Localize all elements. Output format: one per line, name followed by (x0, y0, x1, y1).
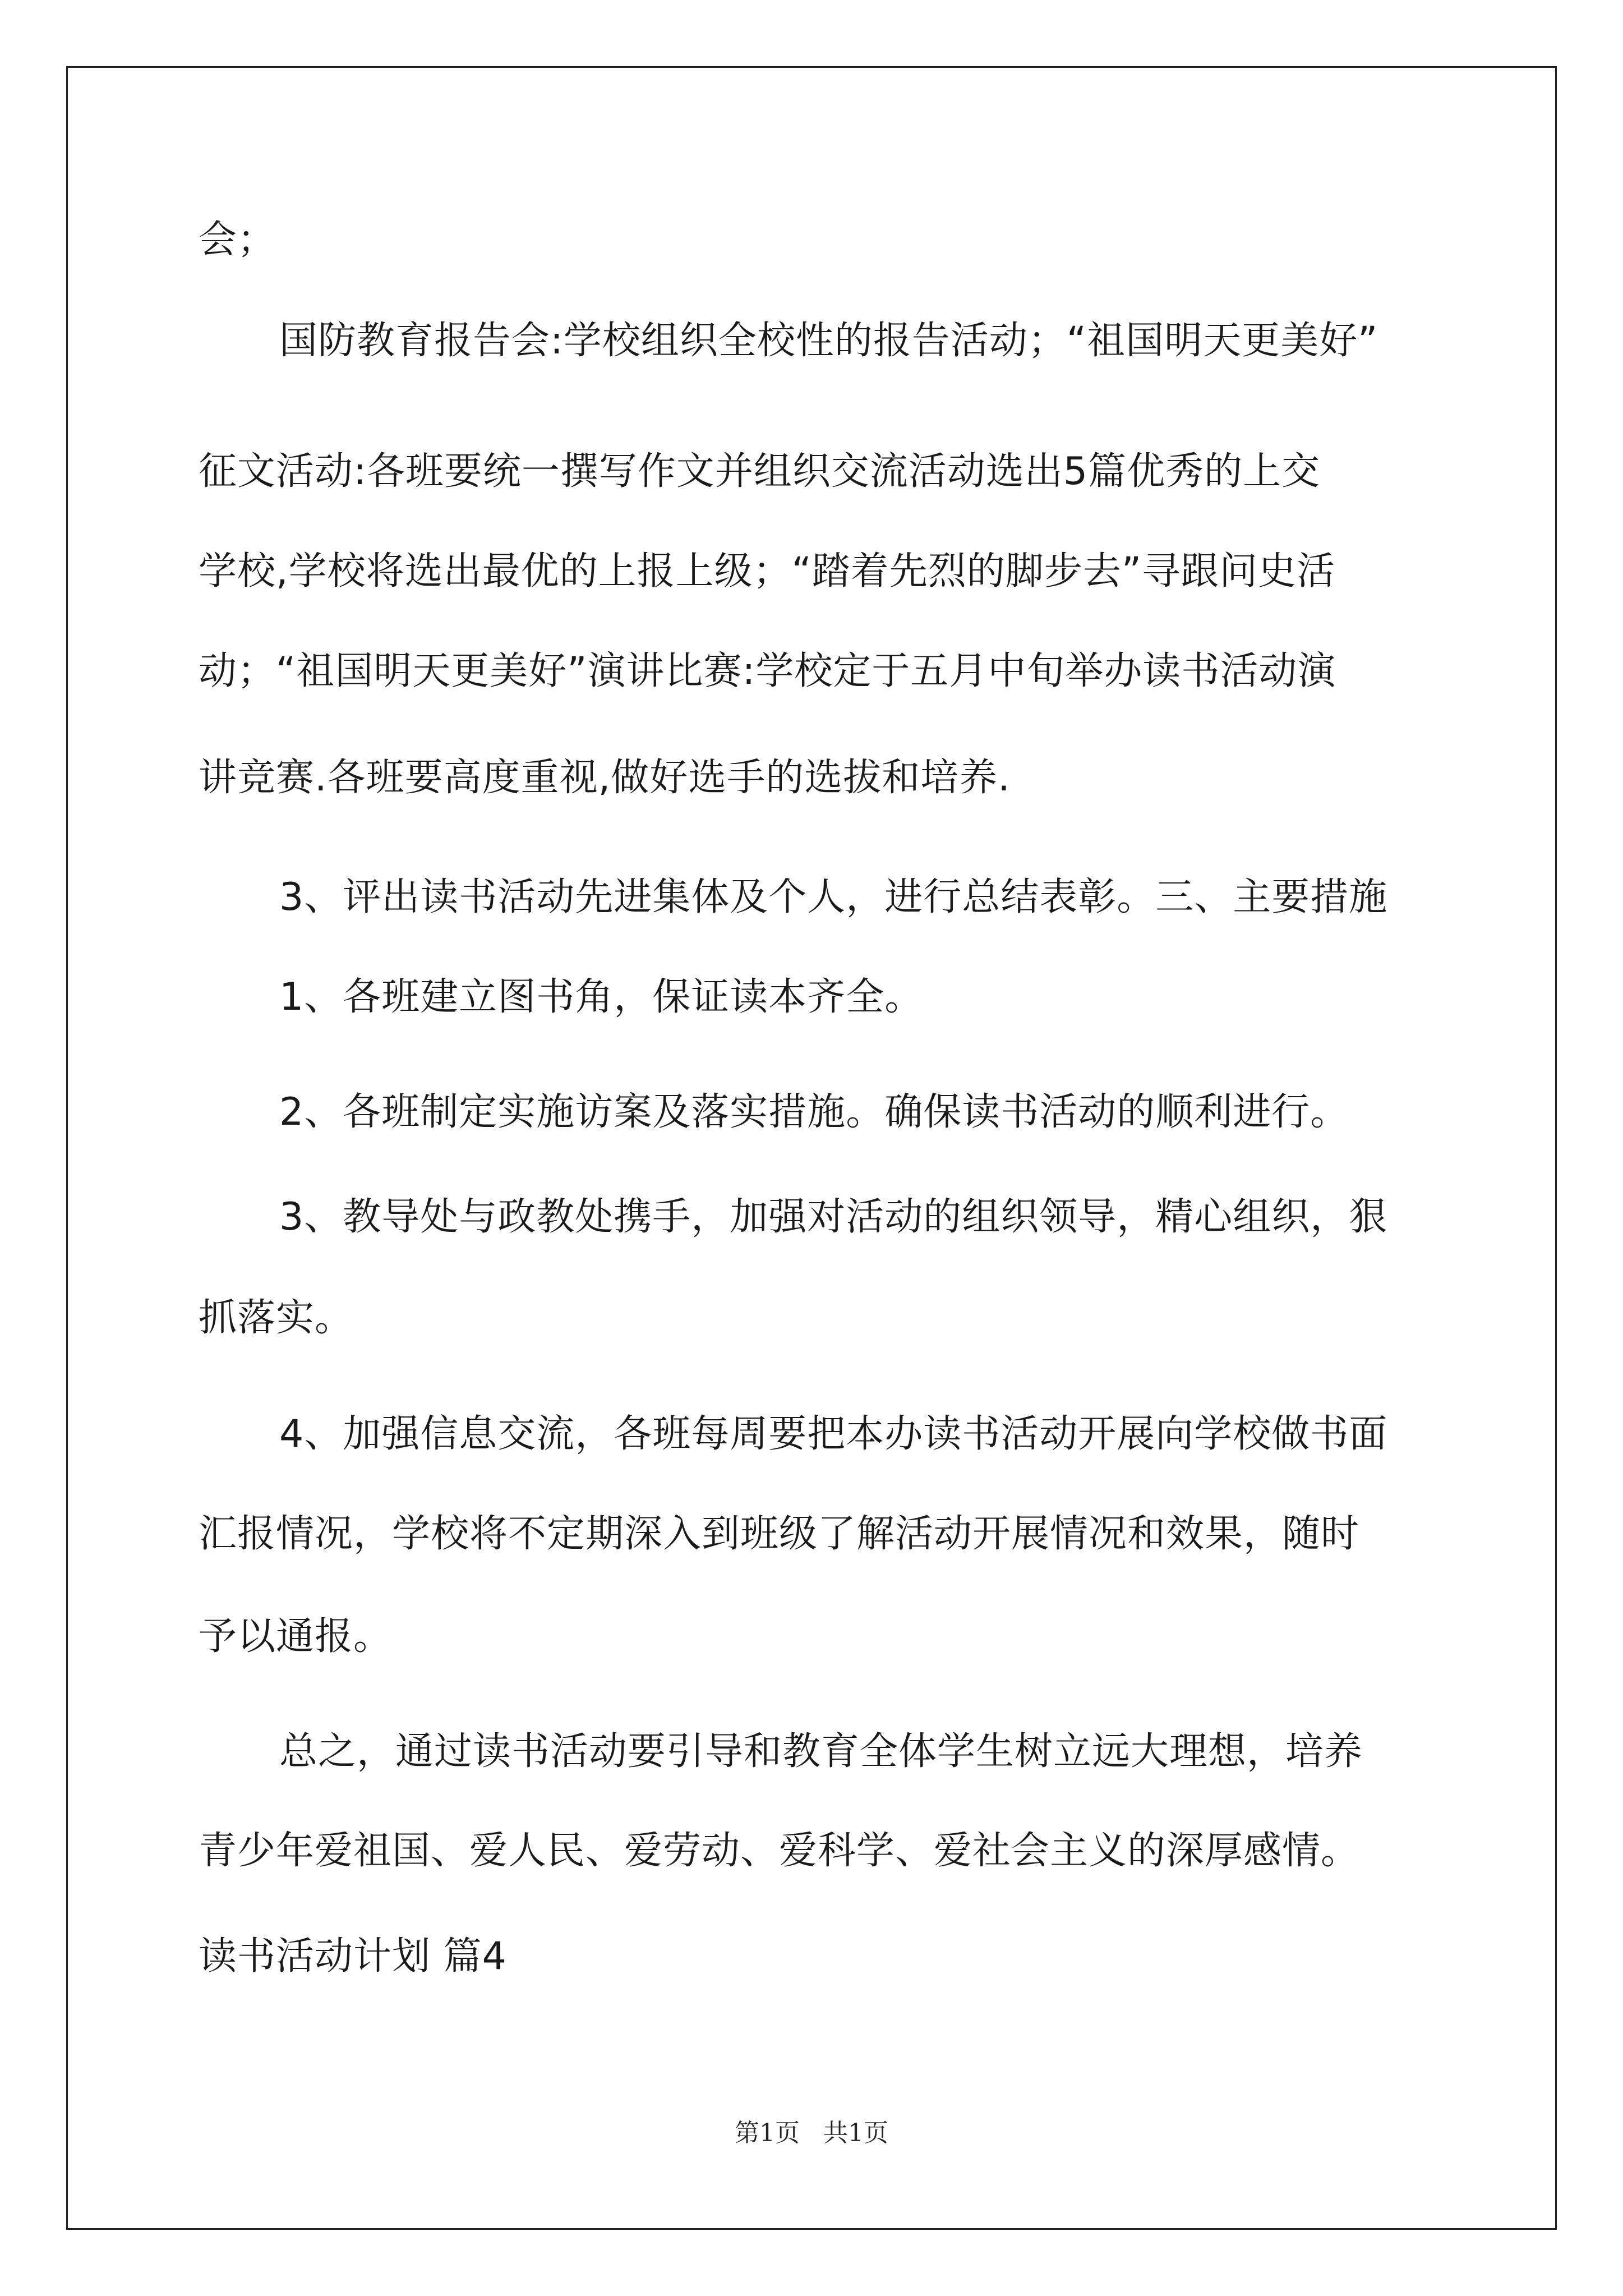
text-line: 学校,学校将选出最优的上报上级；“踏着先烈的脚步去”寻跟问史活 (199, 549, 1336, 593)
text-line: 1、各班建立图书角，保证读本齐全。 (279, 975, 924, 1019)
text-line: 3、评出读书活动先进集体及个人，进行总结表彰。三、主要措施 (279, 875, 1388, 919)
text-line: 会； (199, 218, 276, 262)
page-border (66, 66, 1557, 2230)
text-line: 总之，通过读书活动要引导和教育全体学生树立远大理想，培养 (279, 1729, 1363, 1774)
text-line: 动；“祖国明天更美好”演讲比赛:学校定于五月中旬举办读书活动演 (199, 649, 1336, 693)
section-heading: 读书活动计划 篇4 (199, 1934, 507, 1978)
page-footer: 第1页 共1页 (735, 2119, 888, 2147)
text-line: 国防教育报告会:学校组织全校性的报告活动；“祖国明天更美好” (279, 319, 1378, 363)
text-line: 讲竞赛.各班要高度重视,做好选手的选拔和培养. (199, 756, 1011, 800)
text-line: 3、教导处与政教处携手，加强对活动的组织领导，精心组织，狠 (279, 1195, 1388, 1239)
text-line: 2、各班制定实施访案及落实措施。确保读书活动的顺利进行。 (279, 1090, 1349, 1134)
text-line: 征文活动:各班要统一撰写作文并组织交流活动选出5篇优秀的上交 (199, 449, 1321, 494)
text-line: 抓落实。 (199, 1296, 354, 1340)
text-line: 4、加强信息交流，各班每周要把本办读书活动开展向学校做书面 (279, 1412, 1388, 1456)
text-line: 汇报情况，学校将不定期深入到班级了解活动开展情况和效果，随时 (199, 1512, 1360, 1556)
text-line: 予以通报。 (199, 1614, 393, 1659)
text-line: 青少年爱祖国、爱人民、爱劳动、爱科学、爱社会主义的深厚感情。 (199, 1829, 1360, 1873)
